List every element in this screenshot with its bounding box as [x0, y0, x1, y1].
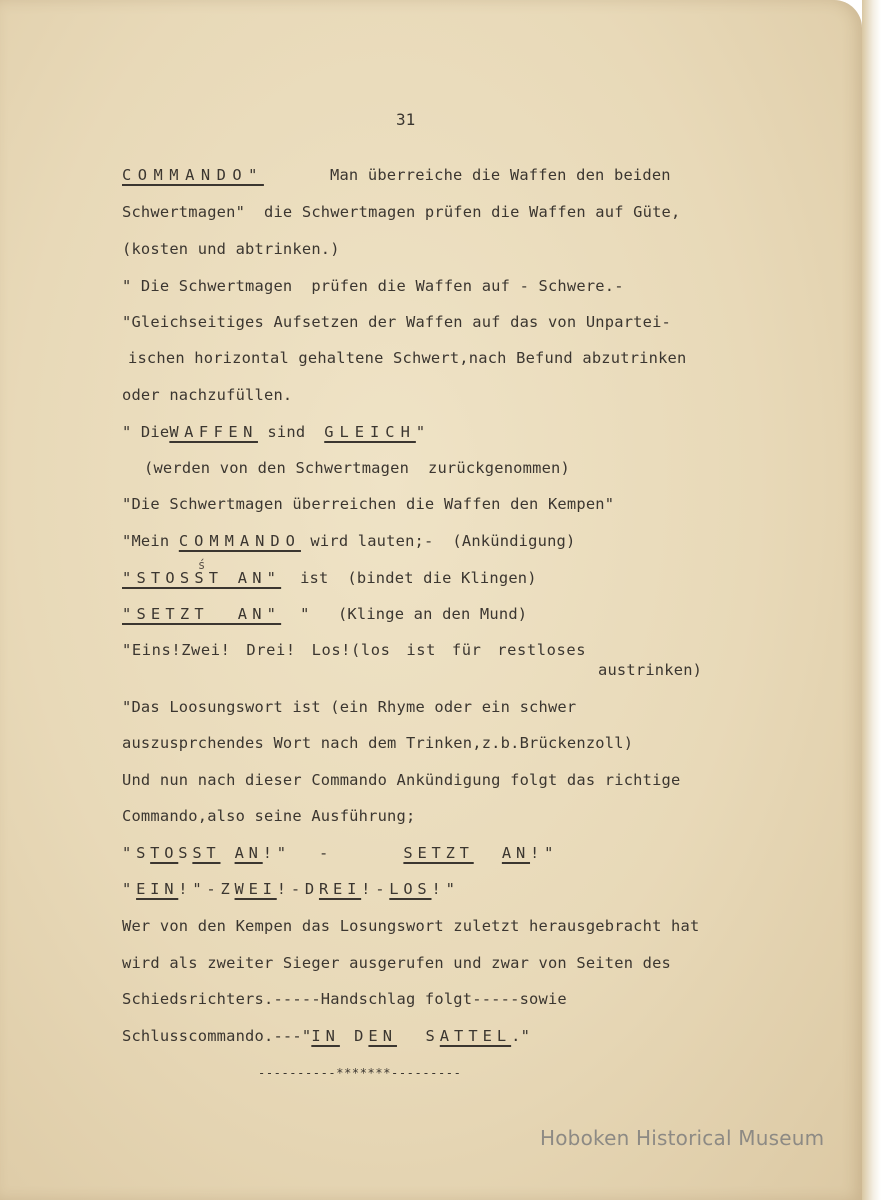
- text-line-12: [122, 568, 537, 588]
- text-line-15: "Das Loosungswort ist (ein Rhyme oder ein schwer: [122, 698, 577, 716]
- line24-a: Schlusscommando.---": [122, 1027, 312, 1045]
- text-line-2: Schwertmagen" die Schwertmagen prüfen die Waffen auf Güte,: [122, 203, 681, 221]
- line20-u2: WEI: [234, 880, 277, 898]
- line19-u5: AN: [501, 844, 531, 862]
- line19-d: !" -: [262, 844, 404, 862]
- text-line-17: Und nun nach dieser Commando Ankündigung folgt das richtige: [122, 771, 681, 789]
- line19-c: [221, 844, 235, 862]
- text-line-11: [122, 531, 575, 551]
- museum-watermark: Hoboken Historical Museum: [540, 1126, 825, 1150]
- line8-part-c: ": [415, 423, 426, 441]
- line24-d: .": [511, 1027, 531, 1045]
- text-line-24: [122, 1026, 530, 1046]
- line14-part-a: "Eins!Zwei! Drei! Los!(los ist für restloses: [122, 641, 587, 659]
- line19-u2: ST: [192, 844, 221, 862]
- text-line-18: Commando,also seine Ausführung;: [122, 807, 416, 825]
- text-line-23: Schiedsrichters.-----Handschlag folgt-----sowie: [122, 990, 567, 1008]
- commando-word-2: COMMANDO: [178, 532, 301, 550]
- text-line-10: "Die Schwertmagen überreichen die Waffen den Kempen": [122, 495, 615, 513]
- text-line-8: [122, 422, 425, 442]
- line24-b: D: [339, 1027, 369, 1045]
- text-line-22: wird als zweiter Sieger ausgerufen und zwar von Seiten des: [122, 954, 672, 972]
- line20-c: !-D: [276, 880, 319, 898]
- line24-u1: IN: [311, 1027, 340, 1045]
- line12-part-b: ist (bindet die Klingen): [300, 569, 537, 587]
- text-line-5: "Gleichseitiges Aufsetzen der Waffen auf das von Unpartei-: [122, 313, 672, 331]
- line19-e: [474, 844, 502, 862]
- handwritten-s-mark: ś: [198, 558, 206, 572]
- commando-heading: [122, 165, 264, 185]
- line8-part-a: " Die: [122, 423, 170, 441]
- text-line-7: oder nachzufüllen.: [122, 386, 293, 404]
- gleich-word: GLEICH: [324, 423, 416, 441]
- line24-u2: EN: [368, 1027, 397, 1045]
- text-line-4: " Die Schwertmagen prüfen die Waffen auf - Schwere.-: [122, 277, 624, 295]
- text-line-16: auszusprchendes Wort nach dem Trinken,z.b.Brückenzoll): [122, 734, 634, 752]
- line24-c: S: [396, 1027, 440, 1045]
- line13-part-b: " (Klinge an den Mund): [300, 605, 528, 623]
- line19-u4: SETZT: [403, 844, 474, 862]
- commando-word: COMMANDO": [122, 166, 264, 184]
- line20-a: ": [122, 880, 137, 898]
- setzt-an-phrase: "SETZT AN": [122, 605, 282, 623]
- line19-f: !": [530, 844, 559, 862]
- text-line-14b: austrinken): [598, 661, 703, 679]
- text-line-14: [122, 640, 586, 660]
- line20-b: !"-Z: [178, 880, 235, 898]
- line20-u3: REI: [318, 880, 362, 898]
- line20-e: !": [431, 880, 460, 898]
- text-line-19: [122, 843, 558, 863]
- stosst-an-phrase: "STOSST AN": [122, 569, 282, 587]
- text-line-6: ischen horizontal gehaltene Schwert,nach Befund abzutrinken: [128, 349, 687, 367]
- line20-u1: EIN: [136, 880, 179, 898]
- line11-part-a: "Mein: [122, 532, 170, 550]
- text-line-20: [122, 879, 460, 899]
- line8-part-b: sind: [267, 423, 306, 441]
- text-line-13: [122, 604, 527, 624]
- line19-u1: TO: [150, 844, 179, 862]
- closing-rule: ----------*******---------: [258, 1066, 462, 1080]
- line19-b: S: [178, 844, 193, 862]
- line19-a: "S: [122, 844, 151, 862]
- text-line-1: Man überreiche die Waffen den beiden: [330, 166, 671, 184]
- text-line-9: (werden von den Schwertmagen zurückgenommen): [144, 459, 570, 477]
- line11-part-b: wird lauten;- (Ankündigung): [310, 532, 576, 550]
- page-number: 31: [396, 110, 416, 129]
- page-edge: [862, 0, 881, 1200]
- line24-u3: ATTEL: [439, 1027, 512, 1045]
- line20-d: !-: [361, 880, 390, 898]
- waffen-word: WAFFEN: [169, 423, 258, 441]
- text-line-21: Wer von den Kempen das Losungswort zuletzt herausgebracht hat: [122, 917, 700, 935]
- line19-u3: AN: [234, 844, 263, 862]
- text-line-3: (kosten und abtrinken.): [122, 240, 340, 258]
- line20-u4: LOS: [389, 880, 432, 898]
